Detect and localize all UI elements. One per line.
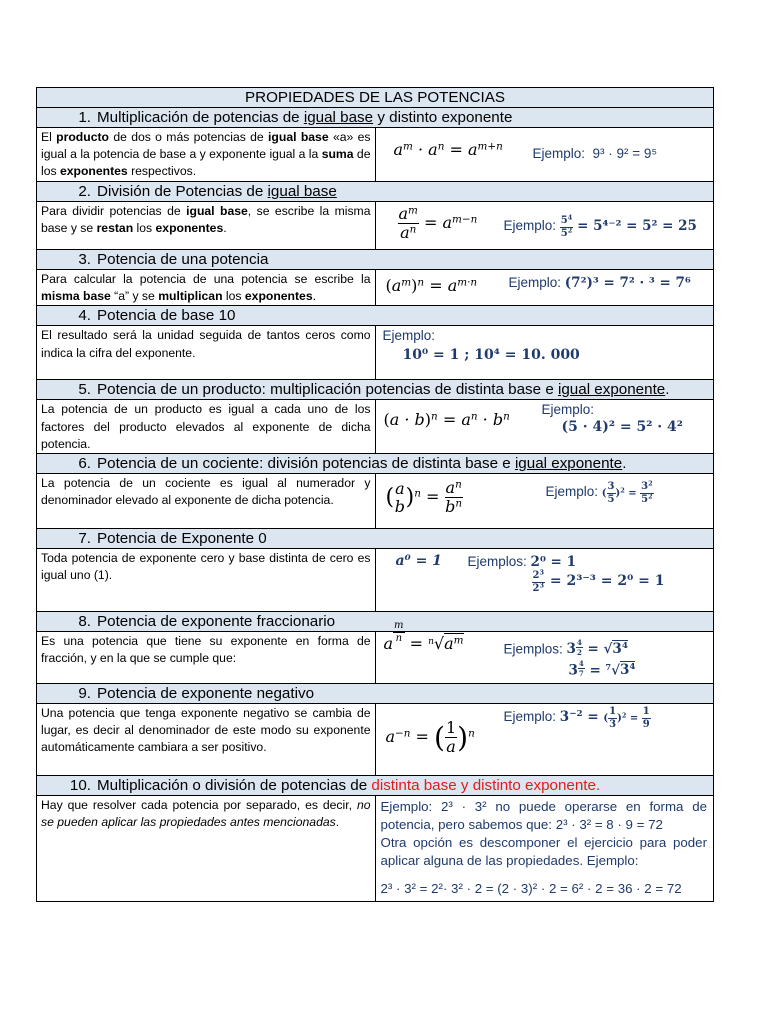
section-desc-1: El producto de dos o más potencias de igual base «a» es igual a la potencia de base a y exponente igual a la suma de los exponentes respectivos.: [37, 128, 376, 182]
section-heading-3: 3. Potencia de una potencia: [37, 250, 714, 270]
section-example-1: [375, 128, 714, 182]
section-example-7: [375, 549, 714, 612]
section-desc-10: Hay que resolver cada potencia por separado, es decir, no se pueden aplicar las propiedades antes mencionadas.: [37, 796, 376, 902]
section-heading-7: 7. Potencia de Exponente 0: [37, 529, 714, 549]
section-desc-2: Para dividir potencias de igual base, se escribe la misma base y se restan los exponentes.: [37, 202, 376, 250]
section-example-2: [375, 202, 714, 250]
section-example-5: [375, 400, 714, 454]
example-9: Ejemplo: $3^{-2}$ = ( $\frac{1}{3}$ )$^2$ = $\frac{1}{9}$: [503, 706, 650, 731]
section-heading-1: 1. Multiplicación de potencias de igual base y distinto exponente: [37, 108, 714, 128]
example-7b: $\frac{2^3}{2^3}$ = 2³⁻³ = 2⁰ = 1: [532, 568, 665, 595]
section-example-9: [375, 704, 714, 776]
example-4-label: Ejemplo:: [382, 328, 436, 344]
formula-1: $a^m \cdot a^n = a^{m+n}$: [393, 140, 503, 159]
example-8: Ejemplos: 3 $^{\frac{4}{2}}$ = $√3^4$: [503, 638, 628, 658]
example-5-label: Ejemplo:: [541, 402, 595, 418]
section-heading-10: 10. Multiplicación o división de potencias de distinta base y distinto exponente.: [37, 776, 714, 796]
section-heading-2: 2. División de Potencias de igual base: [37, 182, 714, 202]
section-desc-7: Toda potencia de exponente cero y base distinta de cero es igual uno (1).: [37, 549, 376, 612]
section-desc-9: Una potencia que tenga exponente negativo se cambia de lugar, es decir al denominador de este modo su exponente automáticamente cambiara a ser positivo.: [37, 704, 376, 776]
section-desc-3: Para calcular la potencia de una potencia se escribe la misma base “a” y se multiplican los exponentes.: [37, 270, 376, 306]
section-desc-4: El resultado será la unidad seguida de tantos ceros como indica la cifra del exponente.: [37, 326, 376, 380]
example-8b: 3 $^{\frac{4}{7}}$ = $^7√3^4$: [568, 659, 636, 679]
example-6: Ejemplo: ( $\frac{3}{5}$ )$^2$ = $\frac{3^2}{5^2}$: [545, 479, 653, 506]
section-desc-6: La potencia de un cociente es igual al numerador y denominador elevado al exponente de dicha potencia.: [37, 474, 376, 529]
formula-6: ( a b )$^n$ = $\frac{a^n}{b^n}$: [385, 478, 463, 517]
section-heading-8: 8. Potencia de exponente fraccionario: [37, 612, 714, 632]
properties-table: [36, 87, 714, 902]
section-example-3: [375, 270, 714, 306]
section-example-8: [375, 620, 714, 684]
table-title: PROPIEDADES DE LAS POTENCIAS: [37, 88, 714, 108]
formula-3: $(a^m)^n = a^{m\cdot n}$: [385, 276, 478, 295]
formula-9: $a^{-n}$ = ( $\frac{1}{a}$ )$^n$: [385, 718, 475, 757]
formula-7: a⁰ = 1: [395, 553, 442, 570]
formula-5: $(a \cdot b)^n = a^n \cdot b^n$: [383, 410, 510, 430]
section-heading-9: 9. Potencia de exponente negativo: [37, 684, 714, 704]
example-7: Ejemplos: 2⁰ = 1: [467, 554, 576, 571]
section-example-10: [375, 796, 714, 902]
section-heading-5: 5. Potencia de un producto: multiplicación potencias de distinta base e igual exponente.: [37, 380, 714, 400]
example-2: Ejemplo: $\frac{5^4}{5^2}$ = 5⁴⁻² = 5² = 25: [503, 213, 697, 239]
section-heading-4: 4. Potencia de base 10: [37, 306, 714, 326]
section-example-4: [375, 326, 714, 380]
example-5: (5 · 4)² = 5² · 4²: [561, 419, 683, 436]
section-desc-5: La potencia de un producto es igual a cada uno de los factores del producto elevados al exponente de dicha potencia.: [37, 400, 376, 454]
example-4: 10⁰ = 1 ; 10⁴ = 10. 000: [402, 347, 580, 364]
example-3: Ejemplo: (7²)³ = 7² · ³ = 7⁶: [508, 275, 691, 291]
formula-2: $\frac{a^m}{a^n}$ = $a^{m-n}$: [398, 204, 478, 242]
section-example-6: [375, 474, 714, 529]
example-10: Ejemplo: 2³ · 3² no puede operarse en forma de potencia, pero sabemos que: 2³ · 3² = 8 · 9 = 72 Otra opción es descomponer el ejercicio para poder aplicar alguna de las propiedades. Ejemplo: 2³ · 3² = 2²· 3² · 2 = (2 · 3)² · 2 = 6² · 2 = 36 · 2 = 72: [380, 799, 707, 897]
formula-8: a $^{\frac{m}{n}}$ = $^n√a^m$: [383, 620, 464, 654]
section-desc-8: Es una potencia que tiene su exponente en forma de fracción, y en la que se cumple que:: [37, 632, 376, 684]
example-1: Ejemplo: 9³ · 9² = 9⁵: [532, 146, 658, 161]
section-heading-6: 6. Potencia de un cociente: división potencias de distinta base e igual exponente.: [37, 454, 714, 474]
